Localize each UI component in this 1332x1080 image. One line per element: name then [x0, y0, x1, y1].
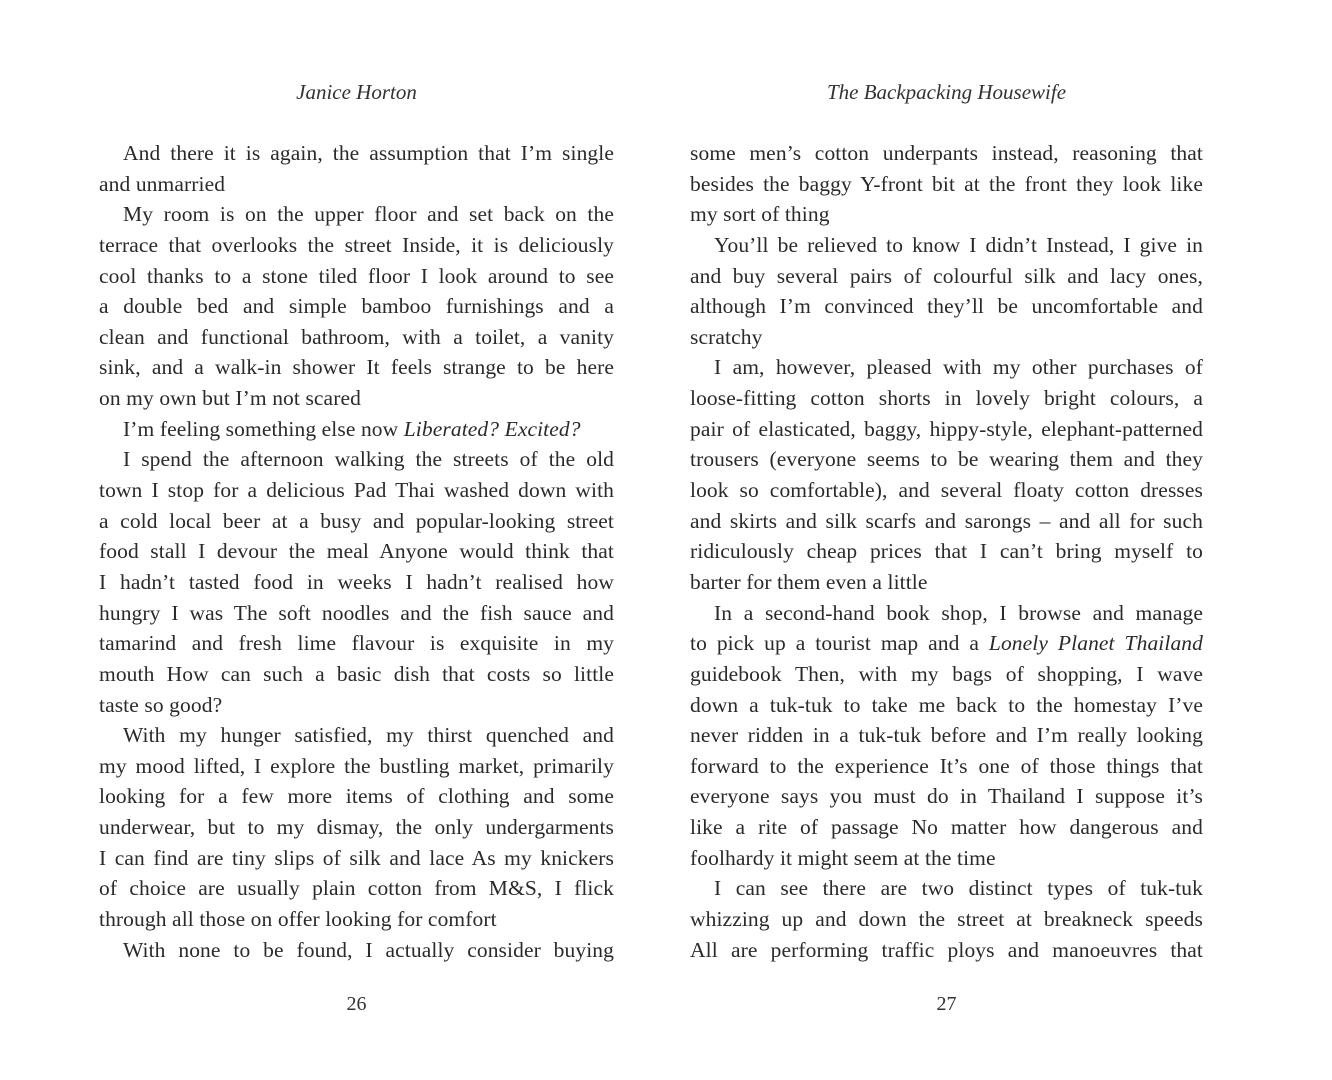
text-line: [99, 261, 614, 292]
text-line-content: I can see there are two distinct types of tuk-tuk: [714, 876, 1203, 901]
text-line: [99, 690, 614, 721]
text-line-content: whizzing up and down the street at breakneck speeds: [690, 907, 1203, 932]
text-line: [99, 781, 614, 812]
right-page: [690, 0, 1203, 1080]
text-line: [99, 935, 614, 966]
text-line: [99, 352, 614, 383]
text-line: [99, 506, 614, 537]
text-line-content: my sort of thing: [690, 202, 830, 227]
text-line-content: With none to be found, I actually consider buying: [123, 937, 614, 962]
text-line: [99, 199, 614, 230]
text-line-content: to pick up a tourist map and a: [690, 631, 989, 656]
text-line-content: food stall I devour the meal Anyone would think that: [99, 539, 614, 564]
text-line-content: hungry I was The soft noodles and the fish sauce and: [99, 600, 614, 625]
text-line: [99, 444, 614, 475]
running-head-author: Janice Horton: [296, 80, 417, 104]
text-line-content: I’m feeling something else now: [123, 416, 404, 441]
left-page-body: [99, 138, 614, 965]
text-line: [690, 567, 1203, 598]
text-line: [690, 506, 1203, 537]
text-line-content: terrace that overlooks the street Inside, it is deliciously: [99, 232, 614, 257]
text-line: [99, 873, 614, 904]
text-line-content: foolhardy it might seem at the time: [690, 845, 996, 870]
text-line-content: I can find are tiny slips of silk and lace As my knickers: [99, 845, 614, 870]
text-line-content: trousers (everyone seems to be wearing them and they: [690, 447, 1203, 472]
text-line-content: looking for a few more items of clothing and some: [99, 784, 614, 809]
text-line-content: besides the baggy Y-front bit at the front they look like: [690, 171, 1203, 196]
text-line-content: underwear, but to my dismay, the only undergarments: [99, 815, 614, 840]
text-line: [690, 199, 1203, 230]
text-line-content: some men’s cotton underpants instead, reasoning that: [690, 141, 1203, 165]
text-line: [690, 659, 1203, 690]
text-line-content: tamarind and fresh lime flavour is exquisite in my: [99, 631, 614, 656]
text-line: [690, 843, 1203, 874]
italic-text: Lonely Planet Thailand: [988, 631, 1203, 656]
text-line: [690, 230, 1203, 261]
text-line: [99, 475, 614, 506]
text-line: [99, 536, 614, 567]
text-line-content: scratchy: [690, 324, 763, 349]
text-line-content: like a rite of passage No matter how dangerous and: [690, 815, 1203, 840]
text-line: [99, 230, 614, 261]
text-line-content: I hadn’t tasted food in weeks I hadn’t realised how: [99, 569, 614, 594]
text-line-content: and skirts and silk scarfs and sarongs – and all for such: [690, 508, 1203, 533]
text-line: [690, 383, 1203, 414]
text-line: [99, 720, 614, 751]
text-line-content: My room is on the upper floor and set back on the: [123, 202, 614, 227]
text-line-content: You’ll be relieved to know I didn’t Instead, I give in: [714, 232, 1203, 257]
text-line-content: I am, however, pleased with my other purchases of: [714, 355, 1203, 380]
text-line: [690, 444, 1203, 475]
text-line: [99, 169, 614, 200]
text-line-content: of choice are usually plain cotton from M&S, I flick: [99, 876, 614, 901]
text-line: [99, 843, 614, 874]
text-line-content: cool thanks to a stone tiled floor I look around to see: [99, 263, 614, 288]
text-line: [690, 261, 1203, 292]
text-line-content: forward to the experience It’s one of those things that: [690, 753, 1203, 778]
text-line-content: mouth How can such a basic dish that costs so little: [99, 661, 614, 686]
text-line-content: and unmarried: [99, 171, 226, 196]
text-line-content: a double bed and simple bamboo furnishings and a: [99, 294, 614, 319]
text-line: [690, 352, 1203, 383]
text-line: [99, 751, 614, 782]
text-line-content: In a second-hand book shop, I browse and manage: [714, 600, 1203, 625]
text-line: [690, 873, 1203, 904]
text-line-content: guidebook Then, with my bags of shopping, I wave: [690, 661, 1203, 686]
text-line-content: pair of elasticated, baggy, hippy-style, elephant-patterned: [690, 416, 1203, 441]
text-line: [690, 935, 1203, 966]
text-line-content: look so comfortable), and several floaty cotton dresses: [690, 478, 1203, 503]
text-line-content: down a tuk-tuk to take me back to the homestay I’ve: [690, 692, 1203, 717]
text-line: [99, 598, 614, 629]
text-line-content: everyone says you must do in Thailand I suppose it’s: [690, 784, 1203, 809]
text-line-content: never ridden in a tuk-tuk before and I’m really looking: [690, 723, 1203, 748]
text-line-content: With my hunger satisfied, my thirst quenched and: [123, 723, 614, 748]
text-line: [99, 812, 614, 843]
left-page: [99, 0, 614, 1080]
text-line: [690, 138, 1203, 169]
italic-text: Liberated? Excited?: [403, 416, 581, 441]
text-line: [690, 169, 1203, 200]
text-line: [690, 781, 1203, 812]
text-line: [690, 475, 1203, 506]
text-line: [690, 536, 1203, 567]
text-line-content: on my own but I’m not scared: [99, 386, 361, 411]
text-line: [690, 628, 1203, 659]
text-line-content: town I stop for a delicious Pad Thai washed down with: [99, 478, 614, 503]
text-line: [690, 322, 1203, 353]
text-line: [690, 751, 1203, 782]
running-head-title: The Backpacking Housewife: [826, 80, 1067, 104]
text-line: [99, 567, 614, 598]
text-line: [690, 414, 1203, 445]
text-line: [690, 291, 1203, 322]
text-line-content: I spend the afternoon walking the streets of the old: [123, 447, 614, 472]
text-line-content: ridiculously cheap prices that I can’t bring myself to: [690, 539, 1203, 564]
text-line-content: although I’m convinced they’ll be uncomfortable and: [690, 294, 1203, 319]
page-number-right: 27: [936, 993, 957, 1015]
text-line: [690, 904, 1203, 935]
text-line-content: through all those on offer looking for comfort: [99, 907, 497, 932]
text-line-content: my mood lifted, I explore the bustling market, primarily: [99, 753, 614, 778]
text-line: [690, 690, 1203, 721]
text-line: [99, 414, 614, 445]
text-line-content: sink, and a walk-in shower It feels strange to be here: [99, 355, 614, 380]
text-line: [690, 598, 1203, 629]
text-line-content: a cold local beer at a busy and popular-looking street: [99, 508, 614, 533]
text-line-content: All are performing traffic ploys and manoeuvres that: [690, 937, 1203, 962]
text-line-content: barter for them even a little: [690, 569, 928, 594]
text-line-content: and buy several pairs of colourful silk and lacy ones,: [690, 263, 1203, 288]
text-line: [99, 383, 614, 414]
text-line: [99, 659, 614, 690]
text-line: [690, 812, 1203, 843]
text-line: [99, 904, 614, 935]
text-line-content: clean and functional bathroom, with a toilet, a vanity: [99, 324, 614, 349]
page-number-left: 26: [346, 993, 367, 1015]
text-line-content: loose-fitting cotton shorts in lovely bright colours, a: [690, 386, 1203, 411]
text-line-content: And there it is again, the assumption that I’m single: [123, 141, 614, 165]
text-line-content: taste so good?: [99, 692, 223, 717]
text-line: [690, 720, 1203, 751]
text-line: [99, 291, 614, 322]
text-line: [99, 322, 614, 353]
text-line: [99, 628, 614, 659]
text-line: [99, 138, 614, 169]
right-page-body: [690, 138, 1203, 965]
